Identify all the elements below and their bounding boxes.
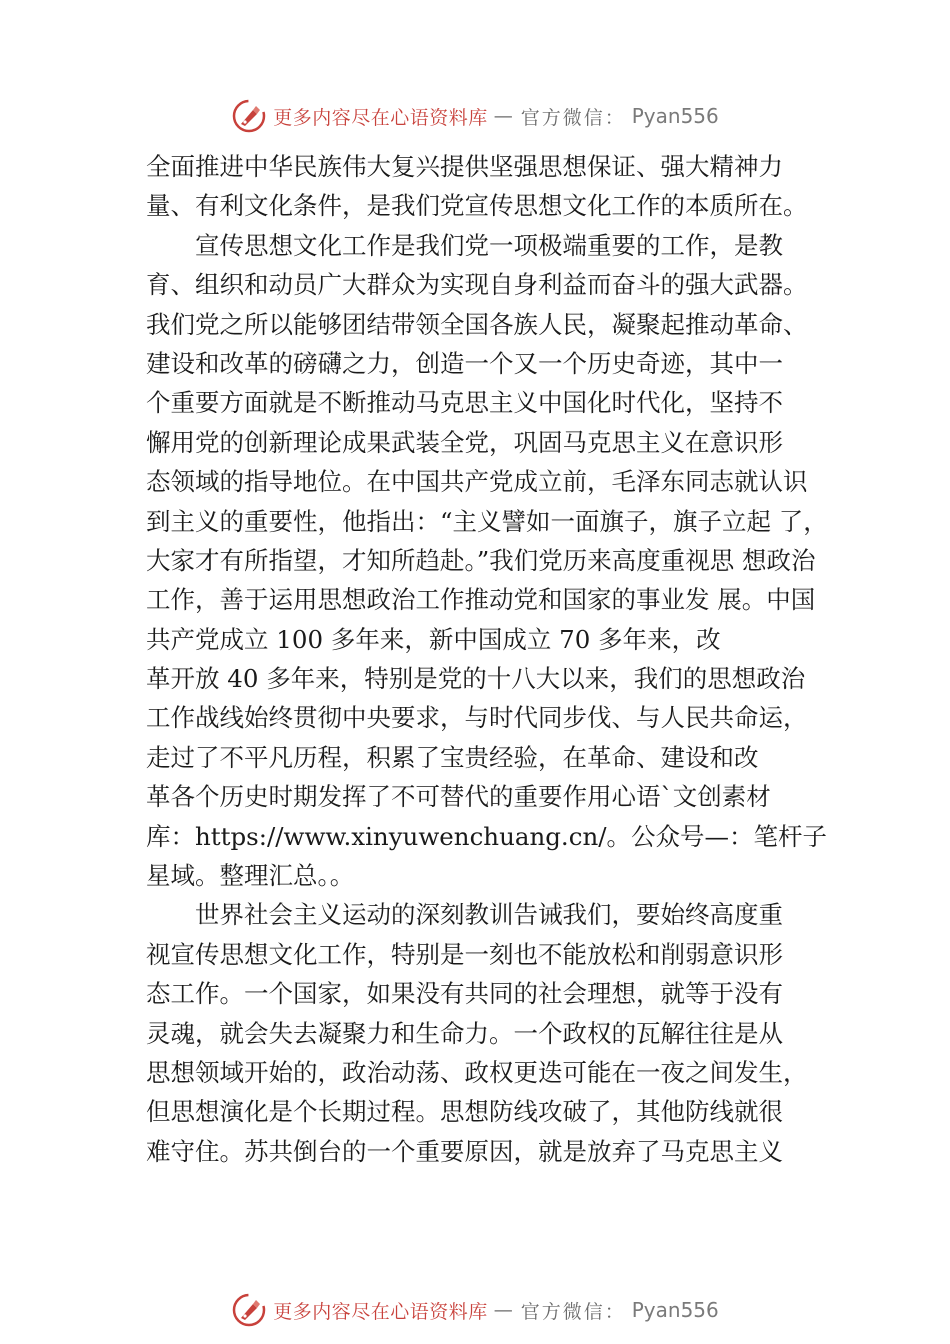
text-line: 全面推进中华民族伟大复兴提供坚强思想保证、强大精神力 bbox=[146, 152, 783, 181]
text-line: 工作战线始终贯彻中央要求，与时代同步伐、与人民共命运， bbox=[146, 703, 808, 733]
pen-nib-circle-icon bbox=[231, 98, 267, 134]
text-line: 库：https://www.xinyuwenchuang.cn/。公众号—：笔杆子 bbox=[146, 821, 827, 851]
text-line: 但思想演化是个长期过程。思想防线攻破了，其他防线就很 bbox=[146, 1097, 783, 1127]
banner-separator: — bbox=[493, 1299, 515, 1321]
banner-separator: — bbox=[493, 105, 515, 127]
text-line: 建设和改革的磅礴之力，创造一个又一个历史奇迹，其中一 bbox=[146, 348, 783, 378]
text-line: 宣传思想文化工作是我们党一项极端重要的工作，是教 bbox=[195, 230, 783, 260]
text-line: 思想领域开始的，政治动荡、政权更迭可能在一夜之间发生， bbox=[146, 1057, 808, 1087]
banner-site-text: 更多内容尽在心语资料库 bbox=[273, 106, 488, 129]
footer-banner-content bbox=[231, 1292, 719, 1328]
text-line: 量、有利文化条件，是我们党宣传思想文化工作的本质所在。 bbox=[146, 191, 808, 221]
text-line: 态领域的指导地位。在中国共产党成立前，毛泽东同志就认识 bbox=[146, 467, 808, 497]
text-line: 难守住。苏共倒台的一个重要原因，就是放弃了马克思主义 bbox=[146, 1136, 783, 1166]
text-line: 革各个历史时期发挥了不可替代的重要作用心语`文创素材 bbox=[146, 782, 771, 812]
header-banner bbox=[0, 96, 950, 136]
banner-wechat-id: Pyan556 bbox=[631, 1298, 719, 1322]
text-line: 革开放 40 多年来，特别是党的十八大以来，我们的思想政治 bbox=[146, 664, 806, 694]
footer-banner bbox=[0, 1290, 950, 1330]
text-line: 育、组织和动员广大群众为实现自身利益而奋斗的强大武器。 bbox=[146, 270, 808, 300]
banner-site-text: 更多内容尽在心语资料库 bbox=[273, 1300, 488, 1323]
text-line: 世界社会主义运动的深刻教训告诫我们，要始终高度重 bbox=[195, 900, 783, 930]
text-line: 个重要方面就是不断推动马克思主义中国化时代化，坚持不 bbox=[146, 388, 783, 418]
text-line: 视宣传思想文化工作，特别是一刻也不能放松和削弱意识形 bbox=[146, 939, 783, 969]
text-line: 我们党之所以能够团结带领全国各族人民，凝聚起推动革命、 bbox=[146, 309, 808, 339]
document-body bbox=[146, 147, 836, 1171]
text-line: 灵魂，就会失去凝聚力和生命力。一个政权的瓦解往往是从 bbox=[146, 1018, 783, 1048]
banner-wechat-label: 官方微信： bbox=[520, 1300, 626, 1323]
text-line: 走过了不平凡历程，积累了宝贵经验，在革命、建设和改 bbox=[146, 742, 759, 772]
text-line: 工作，善于运用思想政治工作推动党和国家的事业发 展。中国 bbox=[146, 585, 816, 615]
banner-wechat-id: Pyan556 bbox=[631, 104, 719, 128]
text-line: 态工作。一个国家，如果没有共同的社会理想，就等于没有 bbox=[146, 979, 783, 1009]
text-line: 到主义的重要性，他指出：“主义譬如一面旗子，旗子立起 了， bbox=[146, 506, 828, 536]
text-line: 星域。整理汇总。。 bbox=[146, 861, 355, 891]
text-line: 大家才有所指望，才知所趋赴。”我们党历来高度重视思 想政治 bbox=[146, 545, 816, 575]
pen-nib-circle-icon bbox=[231, 1292, 267, 1328]
text-line: 共产党成立 100 多年来，新中国成立 70 多年来，改 bbox=[146, 624, 721, 654]
banner-wechat-label: 官方微信： bbox=[520, 106, 626, 129]
header-banner-content bbox=[231, 98, 719, 134]
text-line: 懈用党的创新理论成果武装全党，巩固马克思主义在意识形 bbox=[146, 427, 783, 457]
